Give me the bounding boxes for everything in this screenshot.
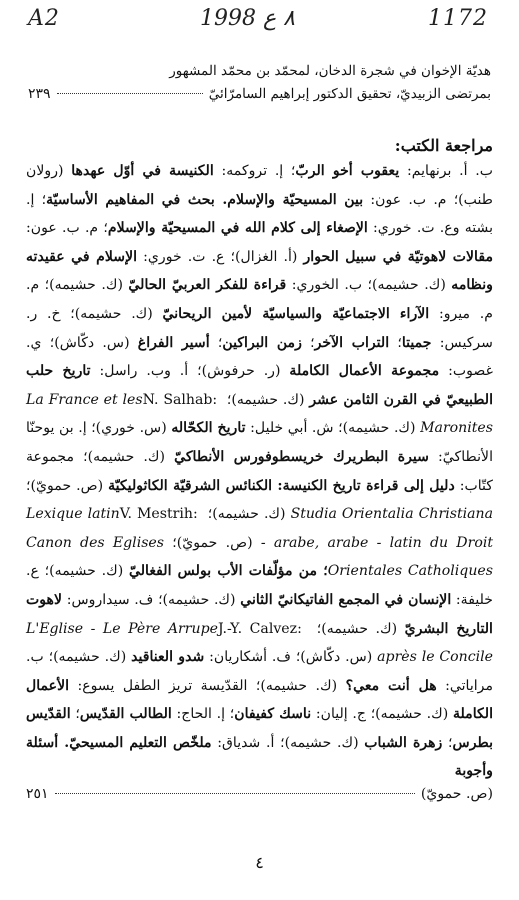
reviews-paragraph bbox=[26, 157, 493, 786]
book-title: الكنيسة في أوّل عهدها bbox=[71, 163, 214, 179]
review-text: (ك. حشيمه)؛ bbox=[222, 391, 310, 408]
review-text: (ك. حشيمه)؛ bbox=[309, 620, 405, 637]
review-text: (رولان طنب)؛ م. ب. عون: bbox=[26, 163, 493, 208]
book-title: مقالات لاهوتيّة في سبيل الحوار bbox=[303, 248, 493, 265]
page-number: ٤ bbox=[255, 853, 264, 872]
book-title: بين المسيحيّة والإسلام. بحث في المفاهيم الأساسيّة bbox=[46, 191, 364, 208]
review-text: ؛ إ. الحاج: bbox=[171, 706, 235, 723]
review-text: (ك. حشيمه)؛ القدّيسة تريز الطفل يسوع: bbox=[69, 677, 346, 694]
book-title: يعقوب أخو الربّ bbox=[295, 163, 400, 179]
book-title: هل أنت معي؟ bbox=[345, 677, 437, 694]
leader-dots bbox=[55, 793, 415, 794]
section-title: مراجعة الكتب: bbox=[394, 136, 493, 155]
review-text: (ك. حشيمه)؛ bbox=[202, 506, 291, 523]
book-title-latin: La France et les Maronites bbox=[26, 391, 493, 437]
review-text: (س. دكّاش)؛ ي. غصوب: bbox=[26, 334, 493, 380]
review-text: (س. دكّاش)؛ ف. أشكاريان: bbox=[204, 649, 378, 666]
book-title-latin: Lexique latin - arabe, arabe - latin du Droit bbox=[26, 506, 494, 551]
handwritten-mark-right: 1172 bbox=[428, 6, 488, 31]
review-text: ؛ bbox=[301, 334, 315, 351]
book-title: الإنسان في المجمع الفاتيكانيّ الثاني bbox=[240, 591, 452, 608]
book-title: القدّيس بطرس bbox=[26, 706, 493, 751]
book-title: سيرة البطريرك خريسطوفورس الأنطاكيّ bbox=[174, 448, 429, 465]
book-title: الأعمال الكاملة bbox=[26, 677, 493, 723]
closing-text: (ص. حمويّ) bbox=[420, 786, 493, 803]
handwritten-mark-left: A2 bbox=[28, 6, 60, 31]
book-title-latin: Canon des Eglises Orientales Catholiques bbox=[26, 534, 493, 580]
book-title: ؛ من مؤلّفات الأب بولس الفغاليّ bbox=[129, 563, 328, 580]
review-text: (ص. حمويّ)؛ bbox=[26, 477, 109, 494]
author-latin: - bbox=[83, 620, 103, 637]
book-title: دليل إلى قراءة تاريخ الكنيسة: الكنائس الشرقيّة الكاثوليكيّة bbox=[108, 477, 455, 494]
book-title: زمن البراكين bbox=[222, 334, 302, 351]
author-latin: V. Mestrih: bbox=[119, 506, 203, 523]
book-title: الإسلام في عقيدته ونظامه bbox=[26, 248, 493, 294]
book-title-latin: Studia Orientalia Christiana bbox=[290, 506, 493, 523]
book-title: أسير الفراغ bbox=[137, 334, 210, 351]
review-text: (ك. حشيمه)؛ مجموعة كتّاب: bbox=[26, 448, 493, 494]
header-page-ref: ٢٣٩ bbox=[28, 86, 51, 102]
review-text: ؛ bbox=[70, 706, 80, 723]
author-latin: J.-Y. Calvez: bbox=[217, 620, 310, 637]
book-title: الإصغاء إلى كلام الله في المسيحيّة والإسلام bbox=[107, 220, 368, 237]
book-title: الآراء الاجتماعيّة والسياسيّة لأمين الريحانيّ bbox=[162, 305, 430, 322]
review-text: (ك. حشيمه)؛ ع. خليفة: bbox=[26, 563, 493, 608]
review-text: (ك. حشيمه)؛ ب. مراياتي: bbox=[26, 649, 493, 694]
closing-line bbox=[26, 786, 493, 802]
closing-page-ref: ٢٥١ bbox=[26, 786, 49, 803]
review-text: (ر. حرفوش)؛ أ. وب. راسل: bbox=[90, 363, 290, 380]
review-text: (س. خوري)؛ إ. بن يوحنّا الأنطاكيّ: bbox=[26, 420, 493, 465]
book-title: ملخّص التعليم المسيحيّ. أسئلة وأجوبة bbox=[26, 734, 493, 780]
book-title: جميتا bbox=[401, 334, 432, 351]
review-text: ؛ bbox=[389, 334, 402, 351]
book-title: تاريخ حلب الطبيعيّ في القرن الثامن عشر bbox=[26, 363, 493, 408]
reviews-section bbox=[26, 136, 493, 802]
book-title: شدو العناقيد bbox=[131, 649, 205, 666]
book-title: ناسك كفيفان bbox=[234, 706, 312, 723]
book-title: تاريخ الكحّاله bbox=[171, 420, 246, 437]
header-line-1 bbox=[28, 60, 491, 83]
book-title-latin: L'Eglise après le Concile bbox=[26, 620, 493, 666]
review-text: ؛ bbox=[442, 734, 453, 751]
header-subtitle: بمرتضى الزبيديّ، تحقيق الدكتور إبراهيم السامرّائيّ bbox=[208, 86, 491, 102]
book-title: لاهوت التاريخ البشريّ bbox=[26, 591, 493, 637]
review-text: (ك. حشيمه)؛ م. م. ميرو: bbox=[26, 277, 493, 322]
review-text: (ك. حشيمه)؛ خ. ر. سركيس: bbox=[26, 305, 493, 351]
article-header bbox=[28, 60, 491, 106]
review-text: (ص. حمويّ)؛ bbox=[164, 534, 261, 551]
review-text: (أ. الغزال)؛ ع. ت. خوري: bbox=[137, 248, 304, 265]
header-title: هديّة الإخوان في شجرة الدخان، لمحمّد بن محمّد المشهور bbox=[169, 63, 491, 79]
book-title: زهرة الشباب bbox=[364, 734, 443, 751]
review-text: (ك. حشيمه)؛ أ. شدياق: bbox=[211, 734, 365, 751]
book-title: مجموعة الأعمال الكاملة bbox=[289, 363, 440, 380]
review-text: (ك. حشيمه)؛ ف. سيداروس: bbox=[62, 591, 241, 608]
review-text: ب. أ. برنهايم: bbox=[399, 163, 494, 179]
book-title: التراب الآخر bbox=[314, 334, 390, 351]
review-text: (ك. حشيمه)؛ ش. أبي خليل: bbox=[245, 420, 421, 437]
review-text: (ك. حشيمه)؛ ج. إليان: bbox=[311, 706, 453, 723]
author-latin: N. Salhab: bbox=[142, 391, 223, 408]
review-text: ؛ إ. تروكمه: bbox=[213, 163, 296, 179]
handwritten-mark-middle: ٨ ع 1998 bbox=[200, 6, 295, 31]
book-title: قراءة للفكر العربيّ الحاليّ bbox=[128, 277, 287, 294]
review-text: ؛ bbox=[209, 334, 223, 351]
review-text: (ك. حشيمه)؛ ب. الخوري: bbox=[286, 277, 452, 294]
leader-dots bbox=[57, 93, 203, 94]
review-text: ؛ إ. بشته وع. ت. خوري: bbox=[26, 191, 494, 237]
book-title: الطالب القدّيس bbox=[79, 706, 172, 723]
review-text: ؛ م. ب. عون: bbox=[26, 220, 108, 237]
header-line-2 bbox=[28, 83, 491, 106]
book-title-latin: Le Père Arrupe bbox=[102, 620, 218, 637]
